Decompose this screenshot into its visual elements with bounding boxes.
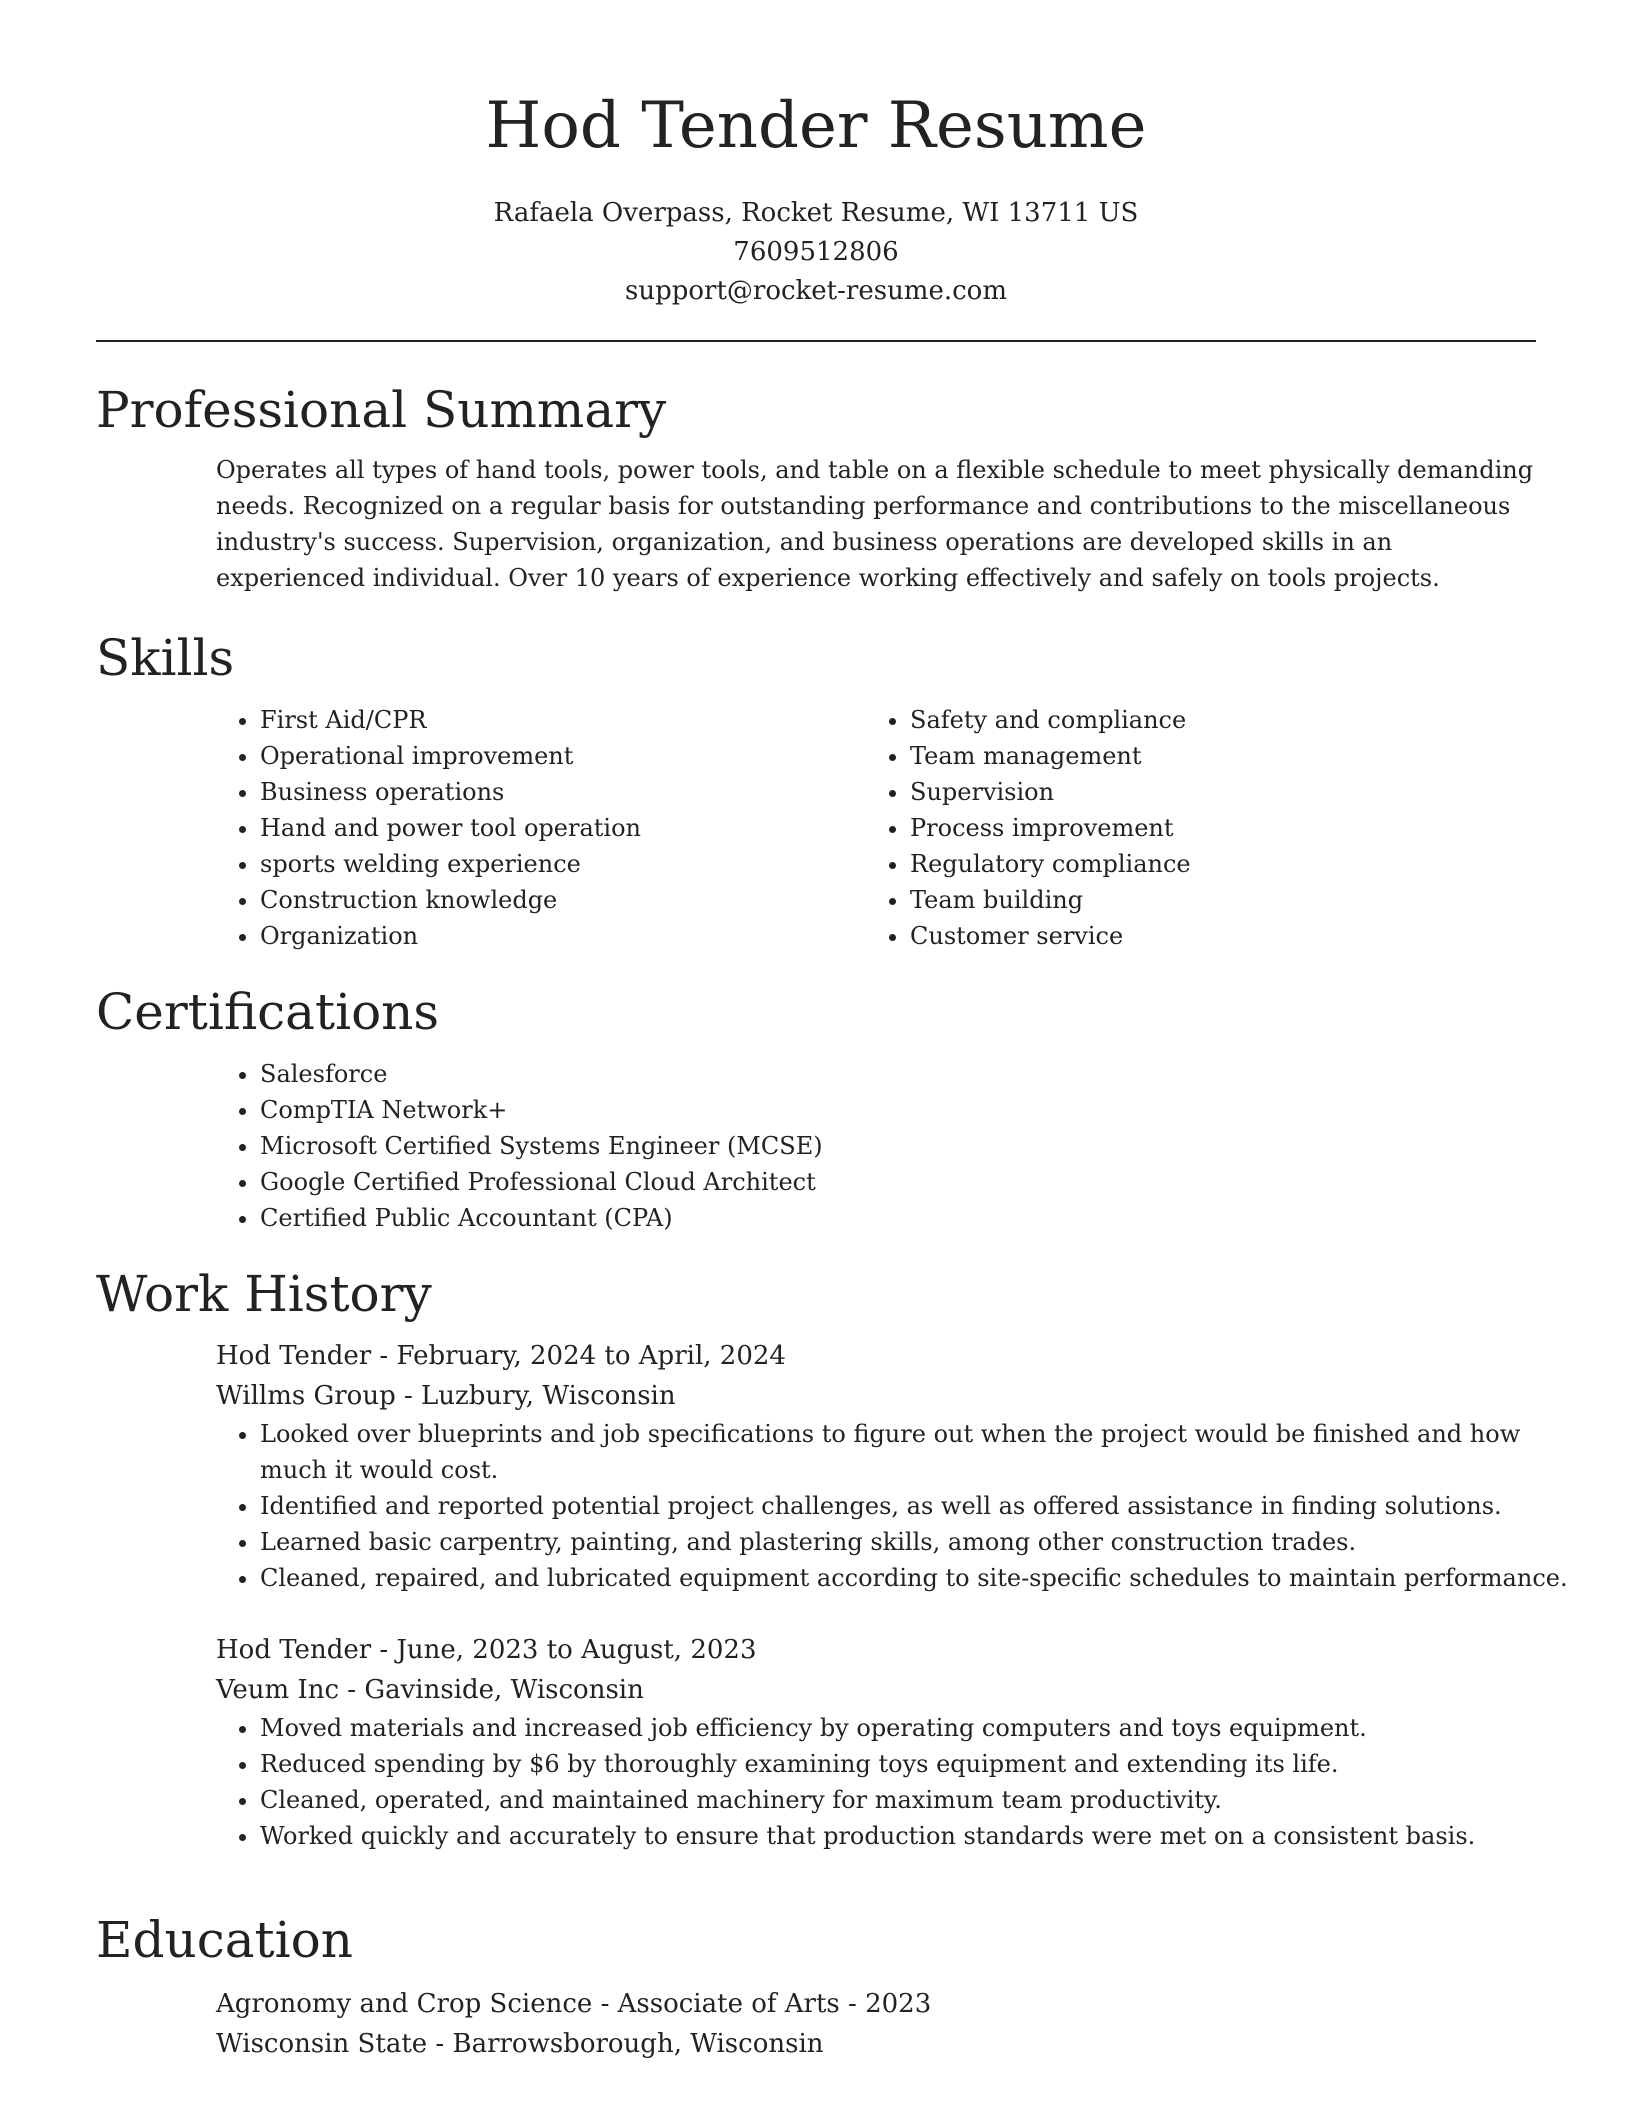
list-item: • Hand and power tool operation	[260, 810, 866, 846]
work-history-heading: Work History	[96, 1265, 432, 1323]
skills-section	[96, 628, 1536, 954]
job-title-line: Hod Tender - June, 2023 to August, 2023	[216, 1635, 757, 1665]
list-item: • Process improvement	[910, 810, 1516, 846]
list-item: • Reduced spending by $6 by thoroughly examining toys equipment and extending its life.	[260, 1746, 1580, 1782]
education-degree-line: Agronomy and Crop Science - Associate of Arts - 2023	[216, 1989, 932, 2019]
resume-title: Hod Tender Resume	[485, 89, 1147, 163]
list-item: • sports welding experience	[260, 846, 866, 882]
list-item: • Customer service	[910, 918, 1516, 954]
list-item: • Business operations	[260, 774, 866, 810]
contact-phone: 7609512806	[733, 237, 899, 267]
list-item: • Microsoft Certified Systems Engineer (MCSE)	[260, 1128, 1536, 1164]
work-history-section	[96, 1264, 1568, 1854]
list-item: • Safety and compliance	[910, 702, 1516, 738]
list-item: • Looked over blueprints and job specifications to figure out when the project would be finished and how much it would cost.	[260, 1416, 1580, 1488]
list-item: • Supervision	[910, 774, 1516, 810]
certifications-section	[96, 982, 1536, 1236]
education-entry	[216, 1984, 1536, 2064]
job-company-line: Veum Inc - Gavinside, Wisconsin	[216, 1675, 644, 1705]
list-item: • Construction knowledge	[260, 882, 866, 918]
list-item: • Worked quickly and accurately to ensure that production standards were met on a consistent basis.	[260, 1818, 1580, 1854]
skills-columns	[216, 702, 1536, 954]
list-item: • Learned basic carpentry, painting, and plastering skills, among other construction trades.	[260, 1524, 1580, 1560]
list-item: • Organization	[260, 918, 866, 954]
summary-section	[96, 380, 1536, 596]
list-item: • Moved materials and increased job efficiency by operating computers and toys equipment.	[260, 1710, 1580, 1746]
job-entry	[216, 1336, 1568, 1596]
education-heading: Education	[96, 1911, 353, 1969]
skills-list-left	[216, 702, 866, 954]
contact-address: Rafaela Overpass, Rocket Resume, WI 13711 US	[493, 198, 1139, 228]
list-item: • Certified Public Accountant (CPA)	[260, 1200, 1536, 1236]
certifications-list	[216, 1056, 1536, 1236]
list-item: • Team management	[910, 738, 1516, 774]
summary-body	[216, 452, 1536, 596]
skills-column-right	[866, 702, 1516, 954]
list-item: • Salesforce	[260, 1056, 1536, 1092]
job-title-line: Hod Tender - February, 2024 to April, 2024	[216, 1341, 786, 1371]
list-item: • Team building	[910, 882, 1516, 918]
education-school-line: Wisconsin State - Barrowsborough, Wisconsin	[216, 2029, 824, 2059]
job-bullets	[216, 1416, 1580, 1596]
job-company-line: Willms Group - Luzbury, Wisconsin	[216, 1381, 676, 1411]
contact-email: support@rocket-resume.com	[624, 276, 1007, 306]
list-item: • CompTIA Network+	[260, 1092, 1536, 1128]
certifications-heading: Certifications	[96, 983, 440, 1041]
skills-list-right	[866, 702, 1516, 954]
education-section	[96, 1910, 1536, 2064]
list-item: • Cleaned, operated, and maintained machinery for maximum team productivity.	[260, 1782, 1580, 1818]
list-item: • Operational improvement	[260, 738, 866, 774]
skills-heading: Skills	[96, 629, 235, 687]
contact-block	[0, 194, 1632, 311]
resume-header	[0, 0, 1632, 311]
summary-heading: Professional Summary	[96, 381, 667, 439]
certifications-body	[216, 1056, 1536, 1236]
list-item: • Regulatory compliance	[910, 846, 1516, 882]
list-item: • Google Certified Professional Cloud Architect	[260, 1164, 1536, 1200]
list-item: • Identified and reported potential project challenges, as well as offered assistance in finding solutions.	[260, 1488, 1580, 1524]
skills-column-left	[216, 702, 866, 954]
list-item: • Cleaned, repaired, and lubricated equipment according to site-specific schedules to maintain performance.	[260, 1560, 1580, 1596]
summary-text: Operates all types of hand tools, power tools, and table on a flexible schedule to meet physically demanding needs. Recognized on a regular basis for outstanding performance and contributions to the miscellaneous industry's success. Supervision, organization, and business operations are developed skills in an experienced individual. Over 10 years of experience working effectively and safely on tools projects.	[216, 456, 1534, 592]
header-divider	[96, 340, 1536, 342]
job-bullets	[216, 1710, 1580, 1854]
list-item: • First Aid/CPR	[260, 702, 866, 738]
job-entry	[216, 1630, 1536, 1854]
